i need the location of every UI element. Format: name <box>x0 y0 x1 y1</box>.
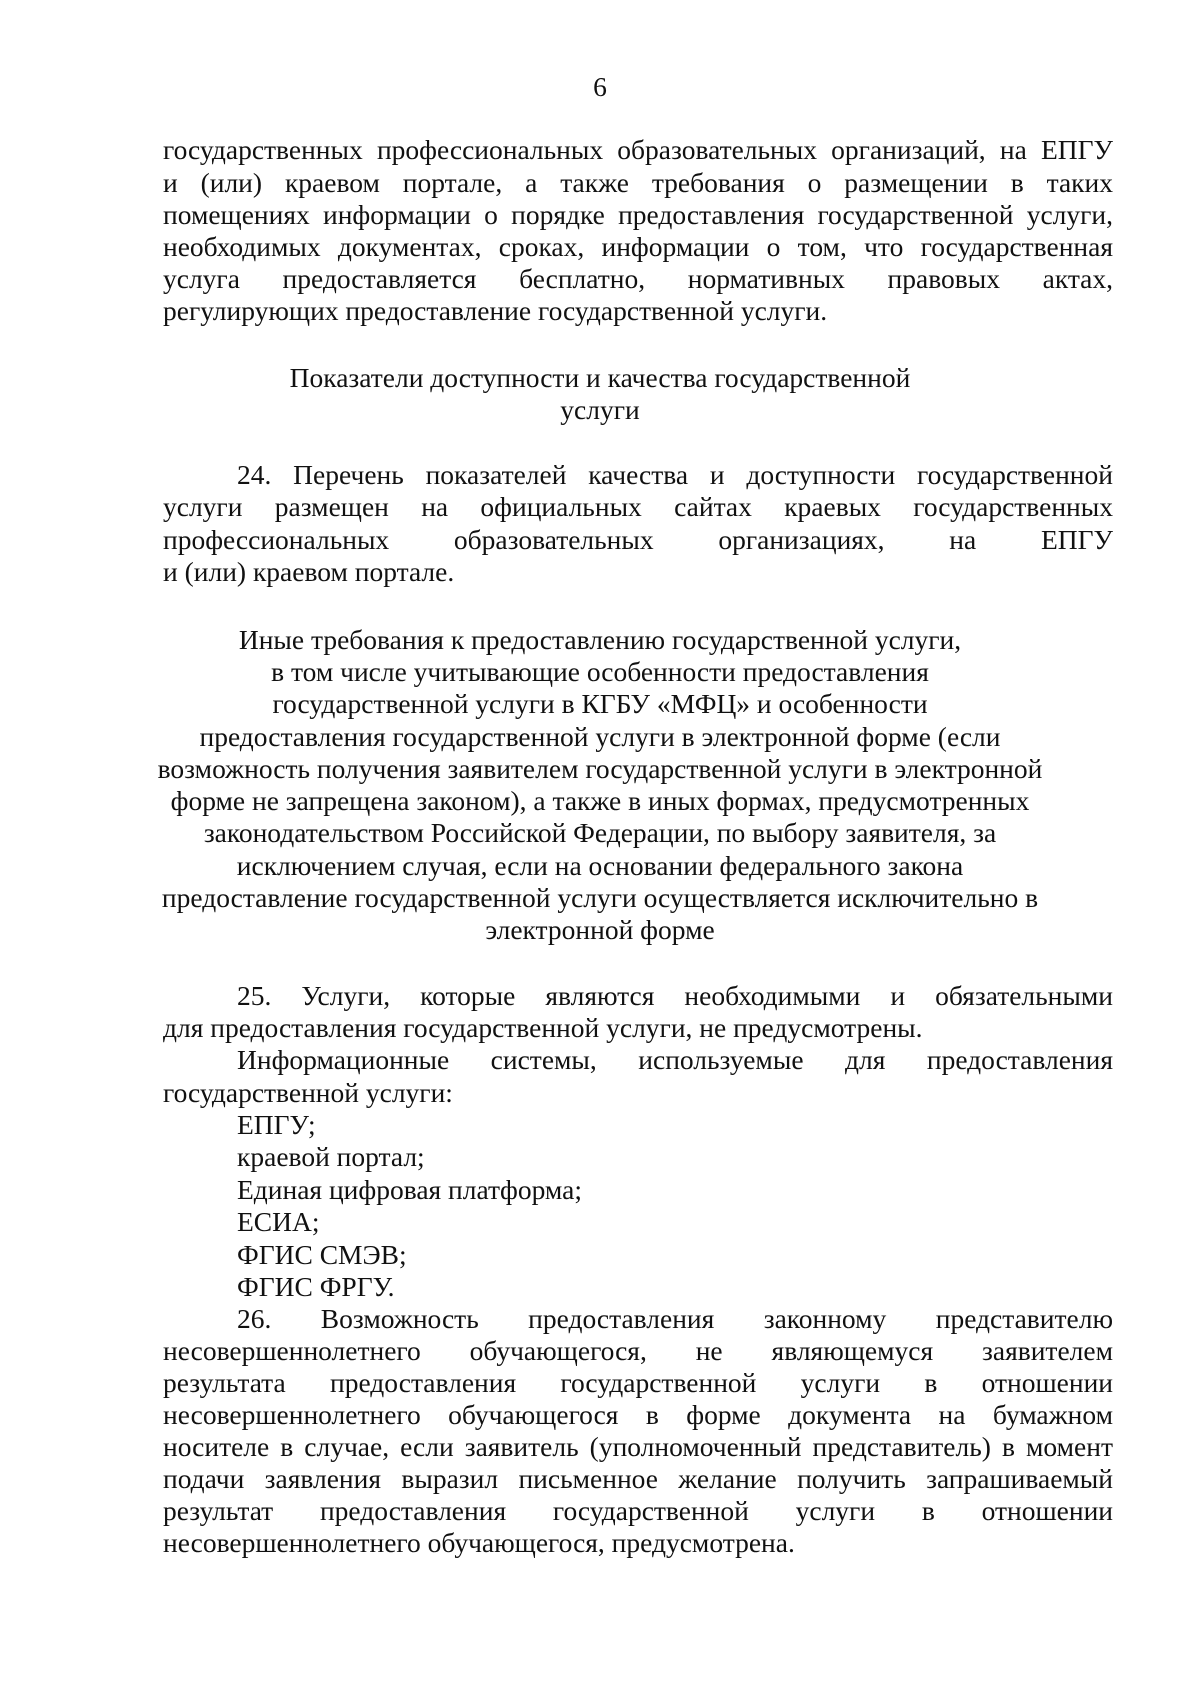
text-line: и (или) краевом портале. <box>163 556 455 587</box>
text-line: 25. Услуги, которые являются необходимыми и обязательными <box>237 980 1113 1011</box>
text-line: услуга предоставляется бесплатно, нормативных правовых актах, <box>163 263 1113 294</box>
text-line: для предоставления государственной услуги, не предусмотрены. <box>163 1012 923 1043</box>
page-number: 6 <box>593 71 607 102</box>
text-line: несовершеннолетнего обучающегося, не являющемуся заявителем <box>163 1335 1113 1366</box>
text-line: несовершеннолетнего обучающегося, предусмотрена. <box>163 1527 795 1558</box>
text-line: носителе в случае, если заявитель (уполномоченный представитель) в момент <box>163 1431 1113 1462</box>
text-line: результата предоставления государственной услуги в отношении <box>163 1367 1113 1398</box>
list-item: Единая цифровая платформа; <box>237 1174 582 1205</box>
section-heading: предоставление государственной услуги осуществляется исключительно в <box>161 882 1039 913</box>
text-line: государственных профессиональных образовательных организаций, на ЕПГУ <box>163 134 1113 165</box>
section-heading: Иные требования к предоставлению государственной услуги, <box>238 624 962 655</box>
text-line: подачи заявления выразил письменное желание получить запрашиваемый <box>163 1463 1113 1494</box>
text-line: 26. Возможность предоставления законному представителю <box>237 1303 1113 1334</box>
text-line: помещениях информации о порядке предоставления государственной услуги, <box>163 199 1113 230</box>
text-line: необходимых документах, сроках, информации о том, что государственная <box>163 231 1113 262</box>
text-line: и (или) краевом портале, а также требования о размещении в таких <box>163 167 1113 198</box>
text-line: несовершеннолетнего обучающегося в форме документа на бумажном <box>163 1399 1113 1430</box>
list-item: ЕПГУ; <box>237 1109 316 1140</box>
list-item: ЕСИА; <box>237 1206 320 1237</box>
text-line: результат предоставления государственной услуги в отношении <box>163 1495 1113 1526</box>
text-line: услуги размещен на официальных сайтах краевых государственных <box>163 491 1113 522</box>
section-heading: Показатели доступности и качества государственной <box>289 362 911 393</box>
section-heading: возможность получения заявителем государственной услуги в электронной <box>157 753 1043 784</box>
text-line: регулирующих предоставление государственной услуги. <box>163 295 828 326</box>
section-heading: форме не запрещена законом), а также в иных формах, предусмотренных <box>170 785 1030 816</box>
text-line: профессиональных образовательных организациях, на ЕПГУ <box>163 524 1113 555</box>
section-heading: в том числе учитывающие особенности предоставления <box>271 656 929 687</box>
list-item: ФГИС ФРГУ. <box>237 1271 395 1302</box>
section-heading: законодательством Российской Федерации, по выбору заявителя, за <box>203 817 997 848</box>
section-heading: услуги <box>560 394 640 425</box>
list-item: ФГИС СМЭВ; <box>237 1239 407 1270</box>
section-heading: исключением случая, если на основании федерального закона <box>236 850 964 881</box>
section-heading: электронной форме <box>485 914 715 945</box>
text-line: Информационные системы, используемые для предоставления <box>237 1044 1113 1075</box>
text-line: государственной услуги: <box>163 1077 453 1108</box>
section-heading: государственной услуги в КГБУ «МФЦ» и особенности <box>272 688 928 719</box>
section-heading: предоставления государственной услуги в электронной форме (если <box>199 721 1001 752</box>
text-line: 24. Перечень показателей качества и доступности государственной <box>237 459 1113 490</box>
list-item: краевой портал; <box>237 1141 425 1172</box>
